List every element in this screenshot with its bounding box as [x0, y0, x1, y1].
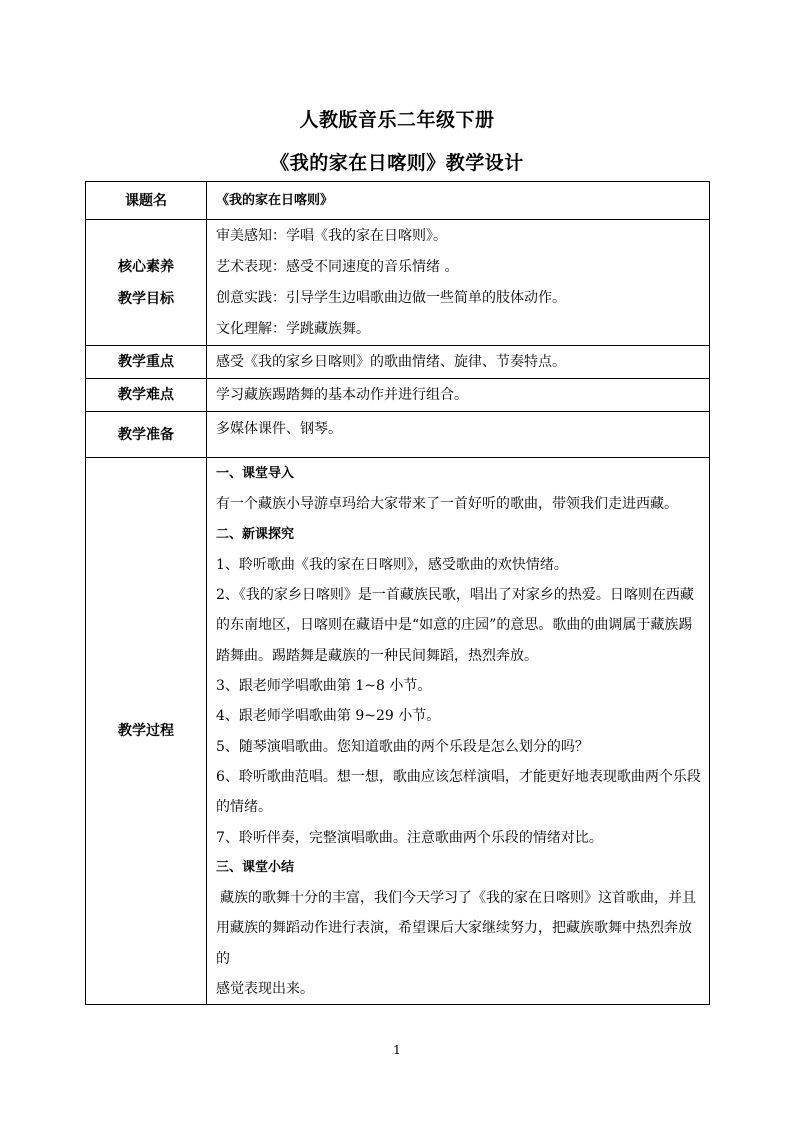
difficulty-value: 学习藏族踢踏舞的基本动作并进行组合。	[207, 379, 710, 412]
page-number: 1	[393, 1043, 401, 1057]
lesson-plan-table	[85, 181, 710, 1005]
summary-line: 用藏族的舞蹈动作进行表演，希望课后大家继续努力，把藏族歌舞中热烈奔放的	[216, 920, 692, 967]
difficulty-label: 教学难点	[86, 379, 207, 412]
process-label: 教学过程	[86, 458, 207, 1005]
section-heading-explore: 二、新课探究	[216, 526, 295, 542]
preparation-value: 多媒体课件、钢琴。	[207, 412, 710, 458]
step-line: 1、聆听歌曲《我的家在日喀则》，感受歌曲的欢快情绪。	[216, 556, 568, 573]
goal-item: 文化理解：学跳藏族舞。	[216, 320, 370, 337]
key-point-value: 感受《我的家乡日喀则》的歌曲情绪、旋律、节奏特点。	[207, 346, 710, 379]
process-content	[207, 458, 710, 1005]
step-line: 5、随琴演唱歌曲。您知道歌曲的两个乐段是怎么划分的吗？	[216, 738, 589, 755]
preparation-row	[86, 412, 710, 458]
goals-content	[207, 220, 710, 346]
topic-row	[86, 182, 710, 220]
step-line: 3、跟老师学唱歌曲第 1~8 小节。	[216, 678, 432, 695]
topic-label: 课题名	[86, 182, 207, 220]
step-line: 6、聆听歌曲范唱。想一想，歌曲应该怎样演唱，才能更好地表现歌曲两个乐段	[216, 768, 701, 785]
document-subtitle: 《我的家在日喀则》教学设计	[270, 152, 524, 174]
topic-value	[207, 182, 710, 220]
section-heading-summary: 三、课堂小结	[216, 859, 295, 875]
goals-row	[86, 220, 710, 346]
step-line: 踏舞曲。踢踏舞是藏族的一种民间舞蹈，热烈奔放。	[216, 647, 538, 664]
goals-label	[86, 220, 207, 346]
summary-line: 藏族的歌舞十分的丰富，我们今天学习了《我的家在日喀则》这首歌曲，并且	[220, 890, 696, 907]
topic-text: 《我的家在日喀则》	[216, 193, 334, 208]
goal-item: 创意实践：引导学生边唱歌曲边做一些简单的肢体动作。	[216, 289, 566, 306]
key-point-row	[86, 346, 710, 379]
goals-label-line2: 教学目标	[118, 290, 174, 307]
step-line: 的东南地区，日喀则在藏语中是“如意的庄园”的意思。歌曲的曲调属于藏族踢	[216, 617, 693, 634]
section-heading-intro: 一、课堂导入	[216, 466, 295, 481]
process-row	[86, 458, 710, 1005]
goal-item: 审美感知：学唱《我的家在日喀则》。	[216, 227, 447, 244]
step-line: 2、《我的家乡日喀则》是一首藏族民歌，唱出了对家乡的热爱。日喀则在西藏	[216, 587, 694, 604]
intro-text: 有一个藏族小导游卓玛给大家带来了一首好听的歌曲，带领我们走进西藏。	[216, 496, 678, 513]
key-point-label: 教学重点	[86, 346, 207, 379]
document-title: 人教版音乐二年级下册	[299, 109, 495, 131]
goals-label-line1: 核心素养	[118, 258, 174, 275]
difficulty-row	[86, 379, 710, 412]
step-line: 4、跟老师学唱歌曲第 9~29 小节。	[216, 708, 441, 725]
preparation-label: 教学准备	[86, 412, 207, 458]
step-line: 的情绪。	[216, 799, 272, 816]
summary-line: 感觉表现出来。	[216, 981, 314, 998]
step-line: 7、聆听伴奏，完整演唱歌曲。注意歌曲两个乐段的情绪对比。	[216, 829, 603, 846]
goal-item: 艺术表现：感受不同速度的音乐情绪 。	[216, 258, 459, 275]
